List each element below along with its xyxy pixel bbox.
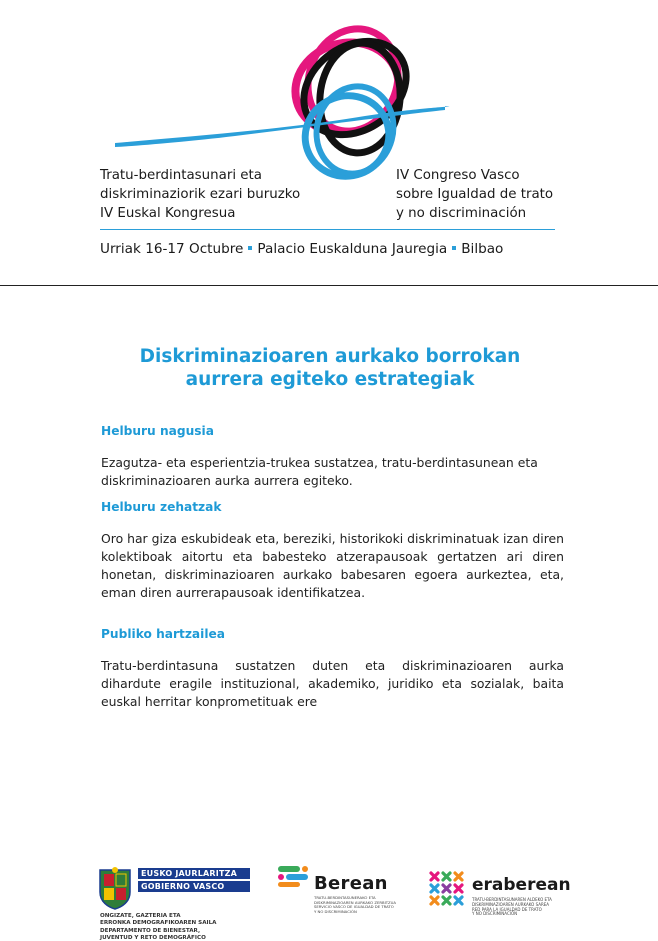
berean-subtitle-line: DISKRIMINAZIOAREN AURKAKO ZERBITZUA [314,899,397,905]
header-right-line: y no discriminación [396,206,527,221]
section-heading-audience: Publiko hartzailea [101,627,225,641]
body-line: kolektiboak aitortu eta babesteko atzerapausoak gertatzen ari diren [101,549,564,564]
section-body-main-goal [101,454,564,490]
eraberean-subtitle-line: DISKRIMINAZIOAREN AURKAKO SAREA [472,901,549,907]
header-left-line: IV Euskal Kongresua [100,206,236,221]
berean-logo [276,860,396,920]
eraberean-subtitle-line: RED PARA LA IGUALDAD DE TRATO [472,906,542,912]
eraberean-wordmark: eraberean [472,875,571,895]
venue-line [100,240,555,258]
department-text [100,913,217,941]
section-body-audience [101,657,564,711]
berean-subtitle-line: Y NO DISCRIMINACIÓN [314,908,357,914]
eraberean-subtitle-line: TRATU-BERDINTASUNAREN ALDEKO ETA [472,897,552,902]
eusko-jaurlaritza-logo [96,860,256,941]
page-divider [0,285,658,286]
gobierno-vasco-band: GOBIERNO VASCO [138,881,250,892]
body-line: Ezagutza- eta esperientzia-trukea sustatzea, tratu-berdintasunean eta [101,455,538,470]
eraberean-subtitle-line: Y NO DISCRIMINACIÓN [472,911,518,917]
department-line: ERRONKA DEMOGRAFIKOAREN SAILA [100,919,217,926]
bullet-icon [248,246,252,250]
title-line: Diskriminazioaren aurkako borrokan [139,346,521,367]
coat-of-arms-icon [96,866,134,910]
header-right-line: IV Congreso Vasco [396,168,520,183]
title-line: aurrera egiteko estrategiak [185,369,475,390]
header-left-line: Tratu-berdintasunari eta [100,168,262,183]
eraberean-logo [428,860,578,920]
body-line: eman diren aurrerapausoak identifikatzea. [101,585,366,600]
header-spanish-title [396,166,553,223]
body-line: Tratu-berdintasuna sustatzen duten eta diskriminazioaren aurka [101,658,564,673]
venue-date: Urriak 16-17 Octubre [100,241,244,257]
berean-subtitle-line: TRATU-BERDINTASUNERAKO ETA [314,895,376,900]
body-line: dihardute eragile instituzional, akademiko, juridiko eta sozialak, baita [101,676,564,691]
page-title [60,345,600,391]
berean-mark-icon [276,864,312,888]
berean-subtitle [314,896,396,914]
header-right-line: sobre Igualdad de trato [396,187,554,202]
venue-place: Palacio Euskalduna Jauregia [257,241,448,257]
body-line: Oro har giza eskubideak eta, bereziki, historikoki diskriminatuak izan diren [101,531,564,546]
berean-subtitle-line: SERVICIO VASCO DE IGUALDAD DE TRATO [314,904,394,910]
section-heading-main-goal: Helburu nagusia [101,424,214,438]
section-heading-specific-goals: Helburu zehatzak [101,500,222,514]
department-line: JUVENTUD Y RETO DEMOGRÁFICO [100,934,206,941]
berean-wordmark: Berean [314,873,388,894]
section-body-specific-goals [101,530,564,602]
header-basque-title [100,166,300,223]
body-line: euskal herritar konprometituak ere [101,694,318,709]
header-divider [100,229,555,230]
eusko-jaurlaritza-band: EUSKO JAURLARITZA [138,868,250,879]
department-line: ONGIZATE, GAZTERIA ETA [100,913,181,919]
eraberean-mark-icon [428,870,464,906]
body-line: diskriminazioaren aurka aurrera egiteko. [101,473,353,488]
bullet-icon [452,246,456,250]
department-line: DEPARTAMENTO DE BIENESTAR, [100,928,201,935]
eraberean-subtitle [472,898,552,917]
venue-city: Bilbao [461,241,504,257]
body-line: honetan, diskriminazioaren aurkako babesaren egoera aurkeztea, eta, [101,567,564,582]
header-left-line: diskriminaziorik ezari buruzko [100,187,301,202]
